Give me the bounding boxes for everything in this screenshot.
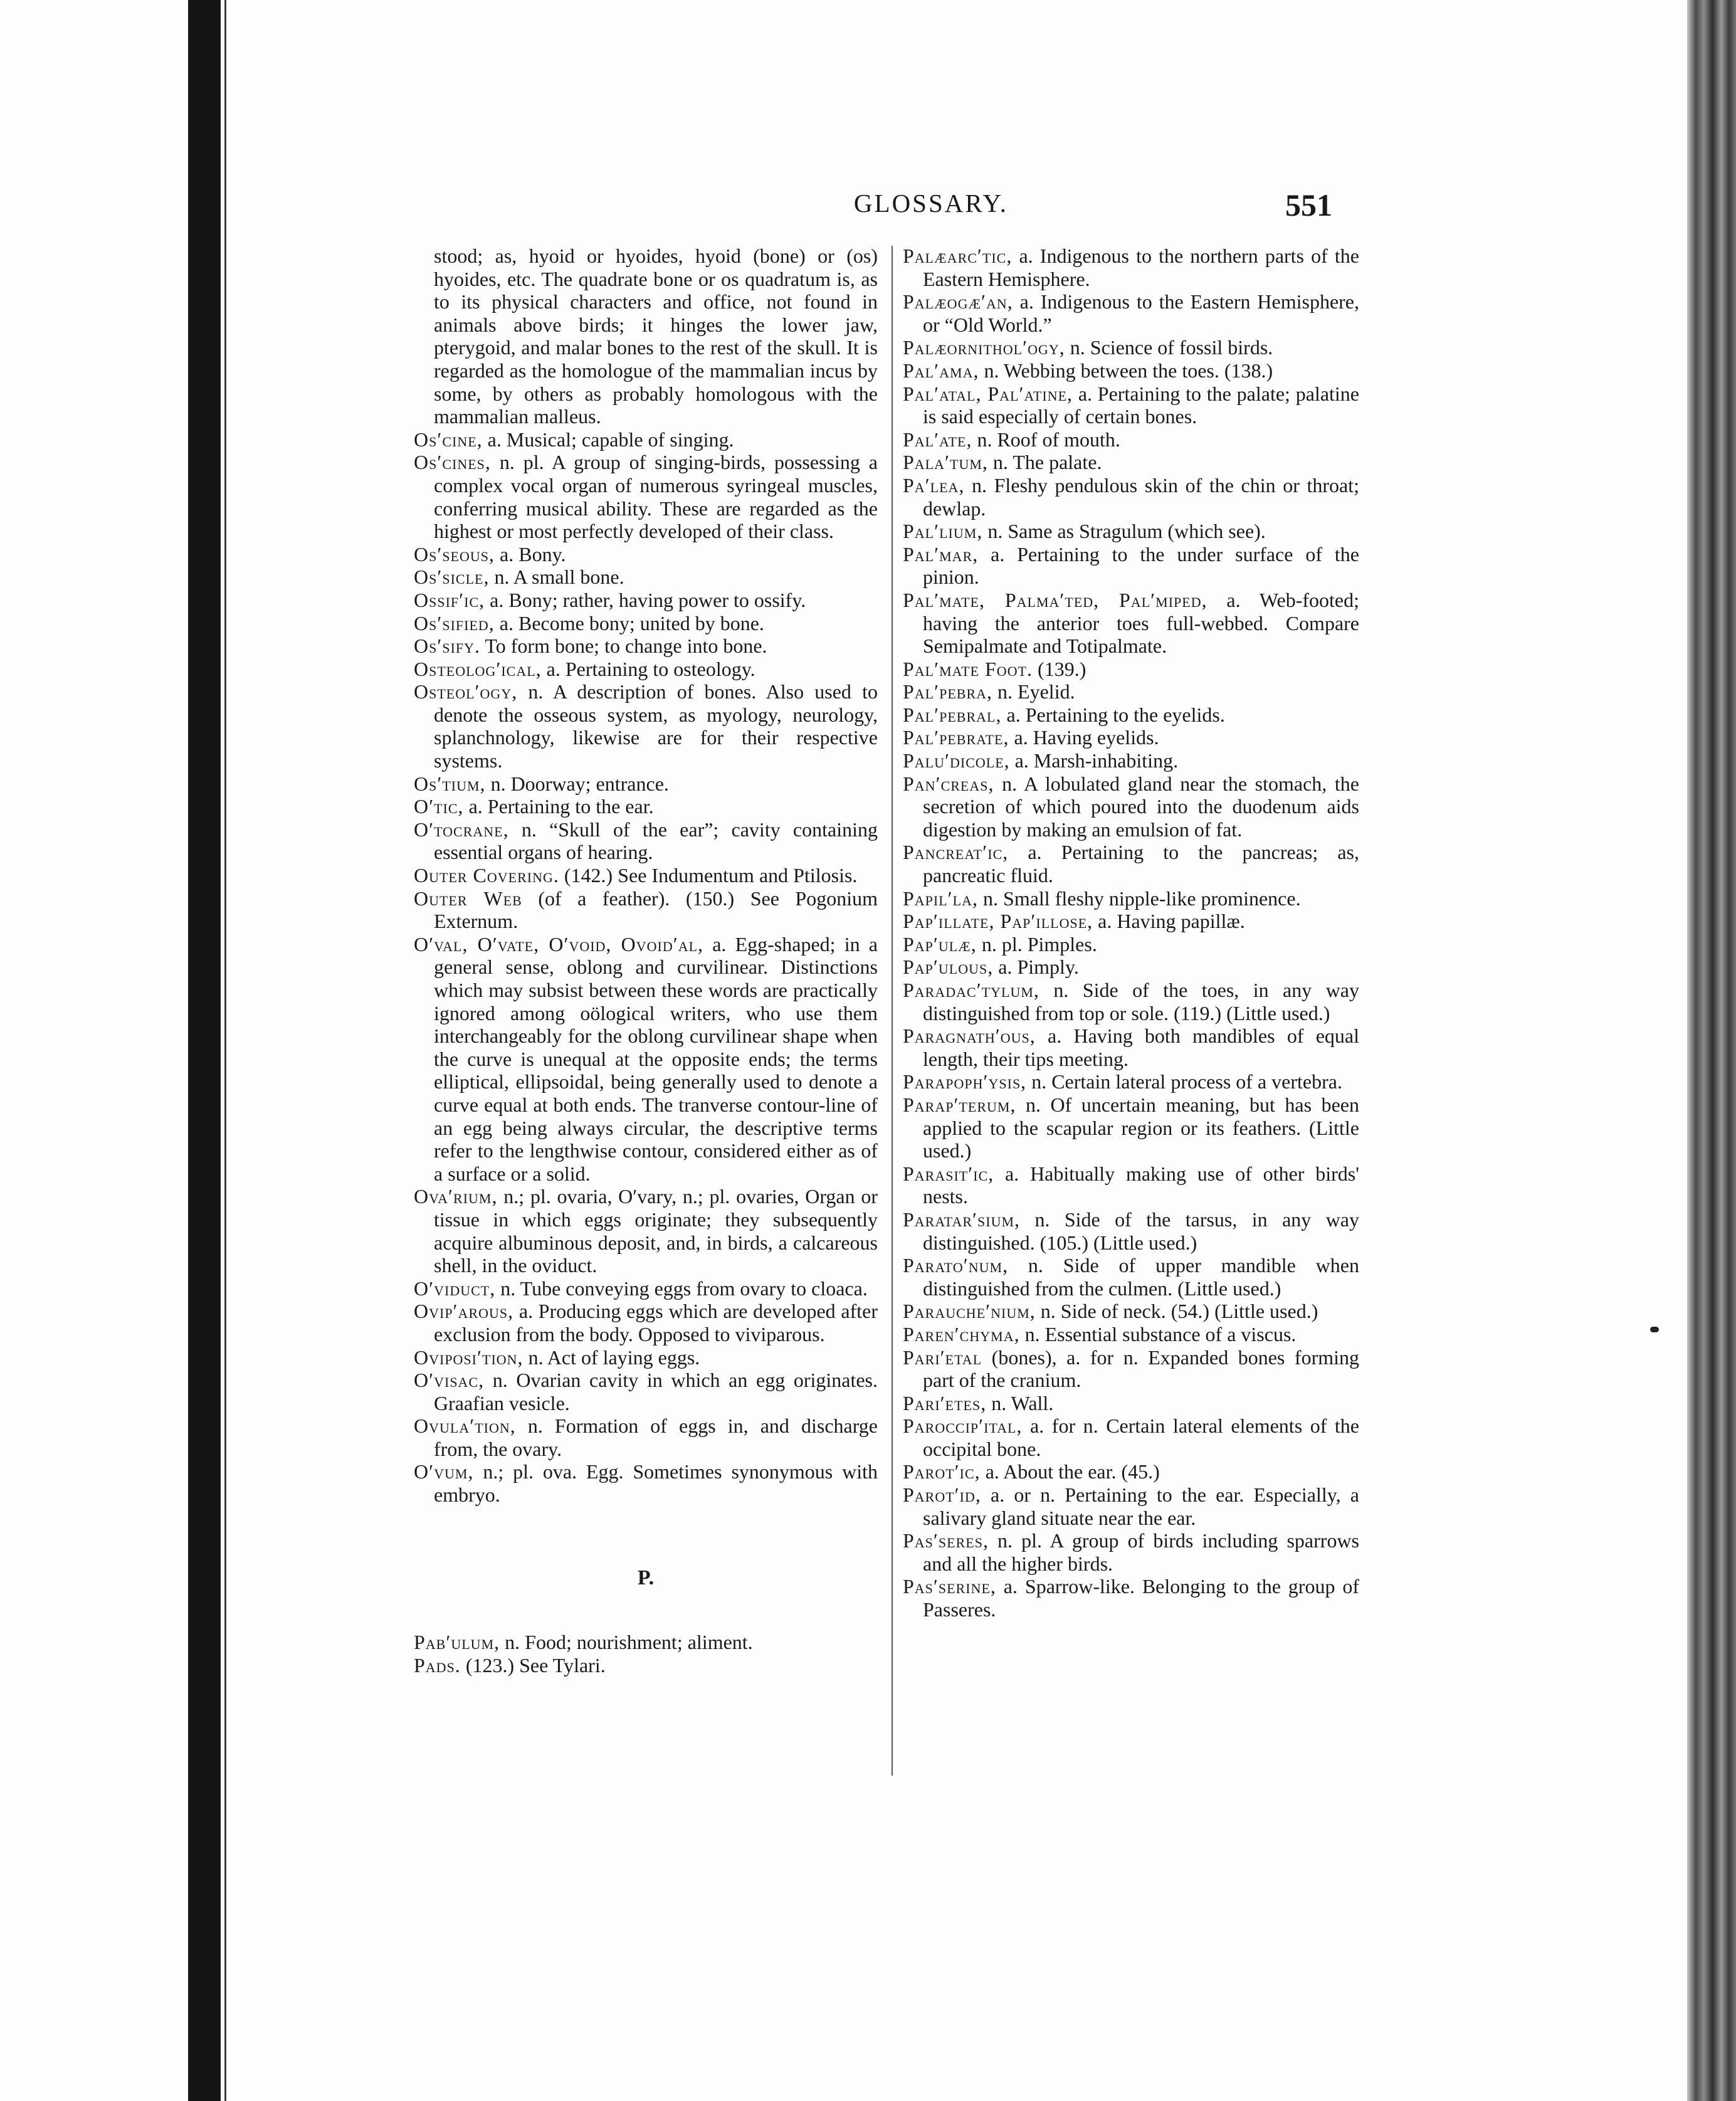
entry-headword: Papil′la, xyxy=(903,887,979,910)
glossary-entry xyxy=(414,1185,878,1277)
entry-definition: a. Pertaining to the eyelids. xyxy=(1001,703,1225,726)
glossary-entry xyxy=(414,566,878,589)
entry-definition: (123.) See Tylari. xyxy=(460,1653,606,1677)
entry-headword: Os′sicle, xyxy=(414,566,490,589)
entry-headword: Ossif′ic, xyxy=(414,588,485,611)
entry-definition: a. Producing eggs which are developed after exclusion from the body. Opposed to viviparous. xyxy=(434,1300,878,1345)
entry-definition: a. for n. Certain lateral elements of the occipital bone. xyxy=(923,1414,1359,1460)
entry-definition: a. Bony. xyxy=(495,542,566,566)
entry-headword: Pancreat′ic, xyxy=(903,841,1009,864)
entry-headword: Pari′etes, xyxy=(903,1391,987,1414)
entry-definition: a. Having both mandibles of equal length, their tips meeting. xyxy=(923,1024,1359,1070)
entry-headword: Os′seous, xyxy=(414,542,495,566)
glossary-entry xyxy=(903,956,1359,979)
entry-definition: a. Having eyelids. xyxy=(1009,726,1159,749)
glossary-entry xyxy=(903,245,1359,290)
entry-headword: Paratar′sium, xyxy=(903,1208,1021,1231)
entry-headword: Parauche′nium, xyxy=(903,1300,1036,1323)
entry-headword: Ovip′arous, xyxy=(414,1300,514,1323)
glossary-entry xyxy=(903,726,1359,749)
glossary-entry xyxy=(414,589,878,612)
entry-definition: n. Webbing between the toes. (138.) xyxy=(979,359,1273,382)
glossary-entry xyxy=(903,451,1359,474)
entry-headword: Pab′ulum, xyxy=(414,1631,500,1654)
glossary-entry xyxy=(903,658,1359,681)
glossary-entry xyxy=(414,612,878,635)
running-head-title: GLOSSARY. xyxy=(853,189,1009,218)
glossary-entry xyxy=(414,1631,878,1654)
entry-headword: Osteolog′ical, xyxy=(414,657,542,680)
entry-headword: Pal′mate, Palma′ted, Pal′miped, xyxy=(903,588,1207,611)
entry-definition: n. Doorway; entrance. xyxy=(485,772,669,795)
entry-headword: Parasit′ic, xyxy=(903,1162,994,1185)
glossary-entry xyxy=(903,1093,1359,1162)
entry-headword: Parato′num, xyxy=(903,1254,1009,1277)
entry-definition: n. Small fleshy nipple-like prominence. xyxy=(978,887,1301,910)
glossary-entry xyxy=(903,1460,1359,1483)
entry-definition: n.; pl. ovaria, O′vary, n.; pl. ovaries, Organ or tissue in which eggs originate; they subsequently acquire albuminous deposit, and, in birds, a calcareous shell, in the oviduct. xyxy=(434,1185,878,1277)
entry-definition: a. Indigenous to the northern parts of the Eastern Hemisphere. xyxy=(923,245,1359,290)
glossary-left-column xyxy=(414,245,878,1677)
entry-headword: Pap′illate, Pap′illose, xyxy=(903,910,1093,933)
glossary-entry xyxy=(903,680,1359,703)
entry-definition: a. Marsh-inhabiting. xyxy=(1009,749,1179,772)
glossary-entry xyxy=(414,818,878,864)
entry-headword: Pap′ulæ, xyxy=(903,932,977,956)
glossary-entry xyxy=(903,428,1359,451)
entry-definition: a. Indigenous to the Eastern Hemisphere, or “Old World.” xyxy=(923,290,1359,336)
entry-definition: n. Essential substance of a viscus. xyxy=(1019,1322,1297,1345)
entry-headword: Pari′etal xyxy=(903,1345,982,1369)
glossary-entry xyxy=(903,841,1359,887)
entry-definition: n.; pl. ova. Egg. Sometimes synonymous with embryo. xyxy=(434,1460,878,1507)
glossary-entry xyxy=(414,1300,878,1345)
entry-definition: n. Side of the tarsus, in any way distinguished. (105.) (Little used.) xyxy=(923,1208,1359,1254)
entry-headword: Parot′id, xyxy=(903,1483,981,1507)
glossary-entry xyxy=(903,1162,1359,1208)
glossary-entry xyxy=(903,336,1359,359)
entry-definition: n. The palate. xyxy=(987,451,1102,474)
entry-definition: a. Pertaining to the under surface of the pinion. xyxy=(923,542,1359,589)
entry-definition: a. Pertaining to the palate; palatine is said especially of certain bones. xyxy=(923,382,1359,428)
entry-headword: Pads. xyxy=(414,1653,461,1677)
entry-headword: Paroccip′ital, xyxy=(903,1414,1023,1438)
entry-definition: a. About the ear. (45.) xyxy=(980,1460,1160,1483)
entry-headword: Ovula′tion, xyxy=(414,1414,516,1438)
entry-headword: Pala′tum, xyxy=(903,451,988,474)
entry-headword: Palu′dicole, xyxy=(903,749,1010,772)
entry-definition: a. or n. Pertaining to the ear. Especially, a salivary gland situate near the ear. xyxy=(923,1483,1359,1529)
entry-headword: Palæogæ′an, xyxy=(903,290,1013,313)
entry-headword: Pal′pebral, xyxy=(903,703,1002,726)
entry-headword: Os′cines, xyxy=(414,451,491,474)
glossary-entry xyxy=(414,933,878,1186)
glossary-entry xyxy=(903,1323,1359,1346)
entry-definition: a. Become bony; united by bone. xyxy=(494,611,764,635)
glossary-entry xyxy=(414,1346,878,1369)
entry-headword: Os′cine, xyxy=(414,428,483,451)
entry-definition: a. Sparrow-like. Belonging to the group of Passeres. xyxy=(923,1575,1359,1621)
entry-definition: (of a feather). (150.) See Pogonium Externum. xyxy=(434,887,878,933)
glossary-entry xyxy=(414,772,878,796)
entry-definition: n. “Skull of the ear”; cavity containing essential organs of hearing. xyxy=(434,818,878,864)
entry-definition: a. Bony; rather, having power to ossify. xyxy=(485,588,806,611)
glossary-entry xyxy=(414,451,878,542)
entry-headword: O′tic, xyxy=(414,795,464,818)
entry-headword: Osteol′ogy, xyxy=(414,680,518,703)
entry-definition: a. Pimply. xyxy=(993,956,1079,979)
glossary-entry xyxy=(903,520,1359,543)
entry-definition: n. Wall. xyxy=(986,1391,1054,1414)
entry-headword: Pal′atal, Pal′atine, xyxy=(903,382,1073,405)
glossary-entry xyxy=(414,864,878,887)
entry-definition: n. pl. A group of singing-birds, possessing a complex vocal organ of numerous syringeal muscles, conferring musical ability. These are regarded as the highest or most perfectly developed of their class. xyxy=(434,451,878,543)
glossary-entry xyxy=(414,1369,878,1414)
entry-headword: Pal′pebra, xyxy=(903,680,993,703)
entry-headword: O′val, O′vate, O′void, Ovoid′al, xyxy=(414,932,704,956)
entry-definition: n. Eyelid. xyxy=(992,680,1075,703)
glossary-entry xyxy=(414,635,878,658)
entry-headword: Parot′ic, xyxy=(903,1460,981,1483)
glossary-entry xyxy=(414,795,878,818)
section-letter-heading: P. xyxy=(637,1566,655,1589)
entry-headword: O′visac, xyxy=(414,1369,485,1392)
entry-headword: Paragnath′ous, xyxy=(903,1024,1036,1048)
scan-speck xyxy=(1650,1327,1659,1332)
entry-definition: n. Certain lateral process of a vertebra. xyxy=(1026,1070,1342,1093)
entry-definition: n. Act of laying eggs. xyxy=(523,1345,700,1369)
entry-definition: n. Tube conveying eggs from ovary to cloaca. xyxy=(495,1277,868,1300)
entry-definition: a. Egg-shaped; in a general sense, oblong and curvilinear. Distinctions which may subsist between these words are practically ignored among oölogical writers, who use them interchangeably for the oblong curvilinear shape when the curve is unequal at the opposite ends; the terms elliptical, ellipsoidal, being generally used to denote a curve equal at both ends. The tranverse contour-line of an egg being always circular, the descriptive terms refer to the lengthwise contour, considered either as of a surface or a solid. xyxy=(434,932,878,1185)
entry-headword: Paren′chyma, xyxy=(903,1322,1020,1345)
glossary-right-column xyxy=(903,245,1359,1621)
entry-headword: O′viduct, xyxy=(414,1277,496,1300)
entry-definition: (139.) xyxy=(1033,657,1086,680)
entry-definition: n. Science of fossil birds. xyxy=(1065,336,1273,359)
glossary-entry xyxy=(414,543,878,566)
glossary-entry xyxy=(903,1208,1359,1254)
scan-binding-shadow xyxy=(188,0,221,2101)
entry-definition: n. Side of neck. (54.) (Little used.) xyxy=(1035,1300,1318,1323)
glossary-entry xyxy=(903,703,1359,727)
book-page-edges xyxy=(1687,0,1736,2101)
glossary-entry xyxy=(903,1070,1359,1093)
entry-definition: n. Side of the toes, in any way distinguished from top or sole. (119.) (Little used.) xyxy=(923,979,1359,1024)
entry-headword: Palæarc′tic, xyxy=(903,245,1013,267)
entry-headword: Outer Covering. xyxy=(414,864,559,887)
glossary-entry xyxy=(414,1654,878,1677)
entry-definition: (bones), a. for n. Expanded bones forming part of the cranium. xyxy=(923,1345,1359,1392)
glossary-entry xyxy=(903,1483,1359,1529)
entry-definition: (142.) See Indumentum and Ptilosis. xyxy=(559,864,858,887)
entry-headword: Palæornithol′ogy, xyxy=(903,336,1065,359)
glossary-entry xyxy=(414,680,878,772)
entry-headword: Pa′lea, xyxy=(903,473,965,497)
entry-definition: a. Pertaining to the pancreas; as, pancreatic fluid. xyxy=(923,841,1359,887)
entry-headword: Os′sify. xyxy=(414,635,481,658)
entry-definition: n. Same as Stragulum (which see). xyxy=(982,520,1266,543)
entry-headword: Pal′ate, xyxy=(903,428,972,451)
entry-headword: O′vum, xyxy=(414,1460,474,1483)
entry-headword: Pap′ulous, xyxy=(903,956,994,979)
entry-headword: Os′tium, xyxy=(414,772,486,795)
entry-headword: Oviposi′tion, xyxy=(414,1345,523,1369)
entry-definition: n. Side of upper mandible when distinguished from the culmen. (Little used.) xyxy=(923,1254,1359,1300)
glossary-entry xyxy=(903,382,1359,428)
glossary-entry xyxy=(903,290,1359,336)
entry-definition: n. Food; nourishment; aliment. xyxy=(500,1631,753,1654)
scan-binding-line xyxy=(224,0,226,2101)
glossary-entry xyxy=(903,887,1359,910)
glossary-entry xyxy=(414,887,878,933)
glossary-entry xyxy=(903,589,1359,658)
glossary-entry xyxy=(903,1254,1359,1300)
glossary-entry xyxy=(903,543,1359,589)
entry-headword: Pan′creas, xyxy=(903,772,994,795)
glossary-entry xyxy=(903,1529,1359,1575)
entry-definition: a. Pertaining to osteology. xyxy=(541,657,755,680)
entry-definition: a. Pertaining to the ear. xyxy=(463,795,654,818)
entry-definition: To form bone; to change into bone. xyxy=(480,635,767,658)
entry-definition: n. A description of bones. Also used to denote the osseous system, as myology, neurology, splanchnology, likewise are for their respective systems. xyxy=(434,680,878,772)
entry-definition: n. Fleshy pendulous skin of the chin or throat; dewlap. xyxy=(923,473,1359,520)
entry-definition: a. Habitually making use of other birds' nests. xyxy=(923,1162,1359,1208)
glossary-entry xyxy=(414,658,878,681)
glossary-entry xyxy=(903,1392,1359,1415)
entry-headword: Pal′pebrate, xyxy=(903,726,1009,749)
entry-headword: Pas′serine, xyxy=(903,1575,996,1598)
entry-definition: a. Having papillæ. xyxy=(1093,910,1245,933)
page-number: 551 xyxy=(1285,187,1332,223)
entry-headword: Ova′rium, xyxy=(414,1185,498,1208)
entry-definition: a. Musical; capable of singing. xyxy=(482,428,734,451)
entry-headword: Pal′mar, xyxy=(903,542,979,566)
glossary-entry xyxy=(903,474,1359,520)
entry-definition: n. Roof of mouth. xyxy=(972,428,1120,451)
entry-definition: n. pl. A group of birds including sparrows and all the higher birds. xyxy=(923,1529,1359,1575)
entry-definition: n. pl. Pimples. xyxy=(976,932,1097,956)
entry-headword: Paradac′tylum, xyxy=(903,979,1039,1001)
glossary-entry xyxy=(414,428,878,451)
entry-headword: Pal′mate Foot. xyxy=(903,657,1033,680)
glossary-entry xyxy=(903,1024,1359,1070)
column-rule xyxy=(892,246,893,1776)
glossary-entry xyxy=(414,1460,878,1506)
entry-definition: a. Web-footed; having the anterior toes full-webbed. Compare Semipalmate and Totipalmate. xyxy=(923,588,1359,658)
glossary-entry xyxy=(903,359,1359,382)
entry-headword: O′tocrane, xyxy=(414,818,509,841)
glossary-entry-continued: stood; as, hyoid or hyoides, hyoid (bone) or (os) hyoides, etc. The quadrate bone or os quadratum is, as to its physical characters and office, not found in animals above birds; it hinges the lower jaw, pterygoid, and malar bones to the rest of the skull. It is regarded as the homologue of the mammalian incus by some, by others as probably homologous with the mammalian malleus. xyxy=(434,245,878,428)
entry-headword: Parapoph′ysis, xyxy=(903,1070,1027,1093)
glossary-entry xyxy=(414,1414,878,1460)
glossary-entry xyxy=(903,1300,1359,1323)
glossary-entry xyxy=(903,1414,1359,1460)
glossary-entry xyxy=(903,749,1359,772)
entry-definition: n. Formation of eggs in, and discharge from, the ovary. xyxy=(434,1414,878,1460)
entry-headword: Os′sified, xyxy=(414,611,495,635)
entry-headword: Pal′ama, xyxy=(903,359,979,382)
entry-headword: Pas′seres, xyxy=(903,1529,989,1552)
glossary-entry xyxy=(903,933,1359,956)
entry-headword: Pal′lium, xyxy=(903,520,983,543)
glossary-entry xyxy=(414,1277,878,1300)
entry-definition: n. Of uncertain meaning, but has been applied to the scapular region or its feathers. (Little used.) xyxy=(923,1093,1359,1162)
glossary-entry xyxy=(903,979,1359,1024)
entry-headword: Parap′terum, xyxy=(903,1093,1016,1116)
entry-definition: n. Ovarian cavity in which an egg originates. Graafian vesicle. xyxy=(434,1369,878,1414)
glossary-entry xyxy=(903,772,1359,841)
entry-headword: Outer Web xyxy=(414,887,522,910)
glossary-entry xyxy=(903,910,1359,933)
glossary-entry xyxy=(903,1346,1359,1392)
entry-definition: n. A lobulated gland near the stomach, the secretion of which poured into the duodenum aids digestion by making an emulsion of fat. xyxy=(923,772,1359,841)
glossary-entry xyxy=(903,1575,1359,1621)
entry-definition: n. A small bone. xyxy=(489,566,624,589)
